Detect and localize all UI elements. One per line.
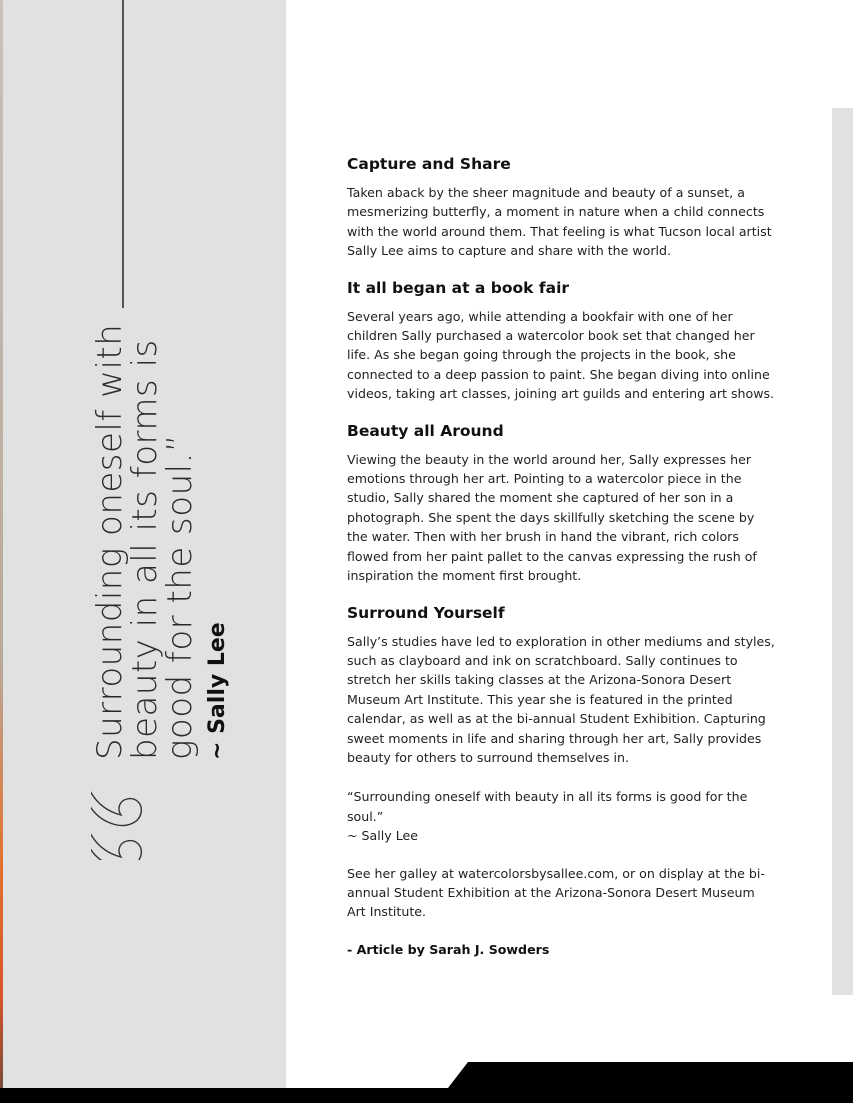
pull-quote-line-2: beauty in all its forms is: [125, 339, 165, 760]
footer-bar: [0, 1062, 853, 1103]
article-quote-text: “Surrounding oneself with beauty in all its forms is good for the soul.”: [347, 789, 748, 824]
right-accent-strip: [832, 108, 853, 995]
section-heading: Capture and Share: [347, 155, 511, 173]
section-paragraph: Sally’s studies have led to exploration in other mediums and styles, such as clayboard and ink on scratchboard. Sally continues to stretch her skills taking classes at the Arizona-Sonora Desert Museum Art Institute. This year she is featured in the printed calendar, as well as at the bi-annual Student Exhibition. Capturing sweet moments in life and sharing through her art, Sally provides beauty for others to surround themselves in.: [347, 633, 775, 765]
decorative-vertical-rule: [122, 0, 124, 308]
section-paragraph: Viewing the beauty in the world around her, Sally expresses her emotions through her art. Pointing to a watercolor piece in the studio, Sally shared the moment she captured of her son in a photograph. She spent the days skillfully sketching the scene by the water. Then with her brush in hand the vibrant, rich colors flowed from her paint pallet to the canvas expressing the rush of inspiration the moment first brought.: [347, 451, 757, 584]
section-heading: It all began at a book fair: [347, 278, 570, 297]
pull-quote-author: ~ Sally Lee: [205, 622, 230, 760]
open-quote-icon: [91, 765, 171, 860]
section-paragraph: Taken aback by the sheer magnitude and beauty of a sunset, a mesmerizing butterfly, a moment in nature when a child connects with the world around them. That feeling is what Tucson local artist Sally Lee aims to capture and share with the world.: [347, 185, 772, 259]
quote-sidebar: [3, 0, 286, 1088]
section-heading: Beauty all Around: [347, 421, 504, 440]
rotated-quote-block: [90, 300, 263, 760]
article-byline: - Article by Sarah J. Sowders: [347, 941, 550, 957]
pull-quote-line-3: good for the soul.”: [160, 434, 200, 760]
gallery-note: See her galley at watercolorsbysallee.com, or on display at the bi-annual Student Exhibition at the Arizona-Sonora Desert Museum Art Institute.: [347, 865, 765, 920]
section-heading: Surround Yourself: [347, 603, 505, 622]
section-paragraph: Several years ago, while attending a bookfair with one of her children Sally purchased a watercolor book set that changed her life. As she began going through the projects in the book, she connected to a deep passion to paint. She began diving into online videos, taking art classes, joining art guilds and entering art shows.: [347, 308, 775, 402]
article-quote: [347, 787, 777, 845]
article-quote-author: ~ Sally Lee: [347, 828, 419, 844]
pull-quote-line-1: Surrounding oneself with: [90, 323, 130, 760]
article-body: [347, 153, 777, 975]
